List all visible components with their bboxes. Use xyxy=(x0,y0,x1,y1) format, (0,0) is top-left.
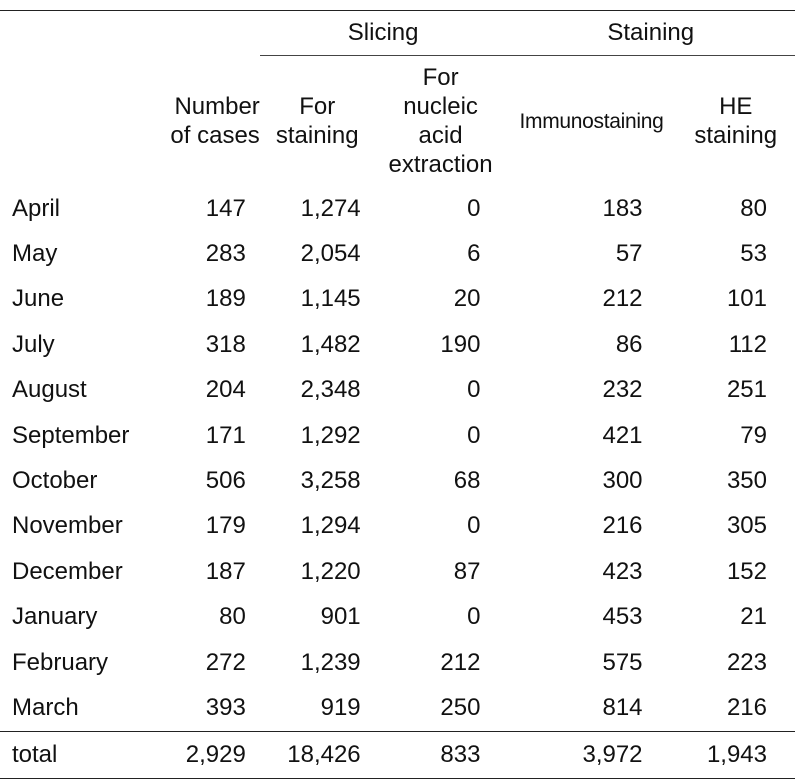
for-staining-cell: 1,145 xyxy=(300,285,361,313)
month-cell: May xyxy=(12,240,58,268)
nucleic-acid-cell: 68 xyxy=(453,467,481,495)
immunostaining-cell: 453 xyxy=(602,603,643,631)
table-row xyxy=(0,368,795,413)
month-cell: August xyxy=(12,376,87,404)
total-for-staining: 18,426 xyxy=(260,731,375,778)
for-staining-cell: 2,348 xyxy=(300,376,361,404)
immunostaining-cell: 423 xyxy=(602,557,643,585)
month-cell: February xyxy=(12,648,109,676)
nucleic-acid-cell: 87 xyxy=(453,557,481,585)
nucleic-acid-cell: 212 xyxy=(440,648,481,676)
nucleic-acid-cell: 0 xyxy=(467,376,481,404)
slicing-group-header: Slicing xyxy=(260,11,507,56)
month-cell: June xyxy=(12,285,65,313)
table-row xyxy=(0,186,795,231)
total-immunostaining: 3,972 xyxy=(506,731,676,778)
for-staining-header xyxy=(260,56,375,187)
nucleic-acid-cell: 0 xyxy=(467,194,481,222)
staining-group-header: Staining xyxy=(506,11,795,56)
he-staining-cell: 350 xyxy=(726,467,767,495)
nucleic-acid-extraction-header xyxy=(375,56,507,187)
he-staining-cell: 152 xyxy=(726,557,767,585)
month-cell: January xyxy=(12,603,98,631)
blank-header-cell xyxy=(149,11,260,56)
total-cases: 2,929 xyxy=(149,731,260,778)
total-row xyxy=(0,731,795,778)
table-row xyxy=(0,640,795,685)
header-line: acid xyxy=(418,122,463,149)
month-cell: November xyxy=(12,512,123,540)
immunostaining-cell: 575 xyxy=(602,648,643,676)
cases-cell: 80 xyxy=(219,603,246,631)
cases-cell: 318 xyxy=(205,330,246,358)
he-staining-cell: 223 xyxy=(726,648,767,676)
immunostaining-cell: 57 xyxy=(615,240,643,268)
header-line: staining xyxy=(275,122,359,149)
cases-cell: 171 xyxy=(205,421,246,449)
cases-cell: 187 xyxy=(205,557,246,585)
for-staining-cell: 1,220 xyxy=(300,557,361,585)
table-row xyxy=(0,231,795,276)
table-row xyxy=(0,549,795,594)
for-staining-cell: 1,239 xyxy=(300,648,361,676)
table-row xyxy=(0,277,795,322)
nucleic-acid-cell: 250 xyxy=(440,693,481,721)
monthly-cases-table xyxy=(0,10,795,779)
immunostaining-cell: 86 xyxy=(615,330,643,358)
cases-cell: 147 xyxy=(205,194,246,222)
table-row xyxy=(0,595,795,640)
table-row xyxy=(0,413,795,458)
table-body xyxy=(0,186,795,731)
total-nucleic-acid: 833 xyxy=(375,731,507,778)
month-cell: April xyxy=(12,194,61,222)
month-cell: October xyxy=(12,467,98,495)
table-row xyxy=(0,322,795,367)
table-row xyxy=(0,685,795,731)
he-staining-cell: 305 xyxy=(726,512,767,540)
he-staining-header xyxy=(677,56,795,187)
month-cell: July xyxy=(12,330,55,358)
header-line: of cases xyxy=(170,121,260,149)
immunostaining-cell: 183 xyxy=(602,194,643,222)
he-staining-cell: 216 xyxy=(726,693,767,721)
he-staining-cell: 80 xyxy=(740,194,767,222)
total-label: total xyxy=(0,731,149,778)
cases-cell: 283 xyxy=(205,240,246,268)
immunostaining-cell: 212 xyxy=(602,285,643,313)
immunostaining-cell: 300 xyxy=(602,467,643,495)
month-column-header xyxy=(0,56,149,187)
for-staining-cell: 3,258 xyxy=(300,467,361,495)
he-staining-cell: 79 xyxy=(740,421,767,449)
nucleic-acid-cell: 190 xyxy=(440,330,481,358)
for-staining-cell: 901 xyxy=(320,603,361,631)
for-staining-cell: 2,054 xyxy=(300,240,361,268)
month-cell: December xyxy=(12,557,123,585)
cases-cell: 189 xyxy=(205,285,246,313)
cases-cell: 393 xyxy=(205,693,246,721)
immunostaining-cell: 421 xyxy=(602,421,643,449)
total-he-staining: 1,943 xyxy=(677,731,795,778)
header-line: For xyxy=(299,93,336,120)
for-staining-cell: 1,274 xyxy=(300,194,361,222)
he-staining-cell: 112 xyxy=(728,330,767,358)
cases-cell: 272 xyxy=(205,648,246,676)
he-staining-cell: 53 xyxy=(740,240,767,268)
table-row xyxy=(0,458,795,503)
he-staining-cell: 21 xyxy=(740,603,767,631)
for-staining-cell: 1,292 xyxy=(300,421,361,449)
blank-header-cell xyxy=(0,11,149,56)
month-cell: September xyxy=(12,421,130,449)
immunostaining-cell: 814 xyxy=(602,693,643,721)
for-staining-cell: 1,294 xyxy=(300,512,361,540)
header-line: HE xyxy=(719,93,753,120)
header-line: For xyxy=(422,64,459,91)
cases-cell: 204 xyxy=(205,376,246,404)
nucleic-acid-cell: 20 xyxy=(453,285,481,313)
for-staining-cell: 919 xyxy=(320,693,361,721)
month-cell: March xyxy=(12,693,79,721)
column-header-row xyxy=(0,56,795,187)
header-line: nucleic xyxy=(403,93,478,120)
nucleic-acid-cell: 0 xyxy=(467,421,481,449)
for-staining-cell: 1,482 xyxy=(300,330,361,358)
he-staining-cell: 251 xyxy=(726,376,767,404)
table-row xyxy=(0,504,795,549)
immunostaining-header: Immunostaining xyxy=(519,109,664,133)
nucleic-acid-cell: 0 xyxy=(467,512,481,540)
he-staining-cell: 101 xyxy=(726,285,767,313)
number-of-cases-header xyxy=(149,56,260,187)
header-line: Number xyxy=(174,92,260,120)
group-header-row xyxy=(0,11,795,56)
nucleic-acid-cell: 6 xyxy=(467,240,481,268)
nucleic-acid-cell: 0 xyxy=(467,603,481,631)
cases-cell: 179 xyxy=(205,512,246,540)
header-line: staining xyxy=(694,122,778,149)
header-line: extraction xyxy=(388,151,493,178)
immunostaining-cell: 216 xyxy=(602,512,643,540)
immunostaining-cell: 232 xyxy=(602,376,643,404)
cases-cell: 506 xyxy=(205,467,246,495)
